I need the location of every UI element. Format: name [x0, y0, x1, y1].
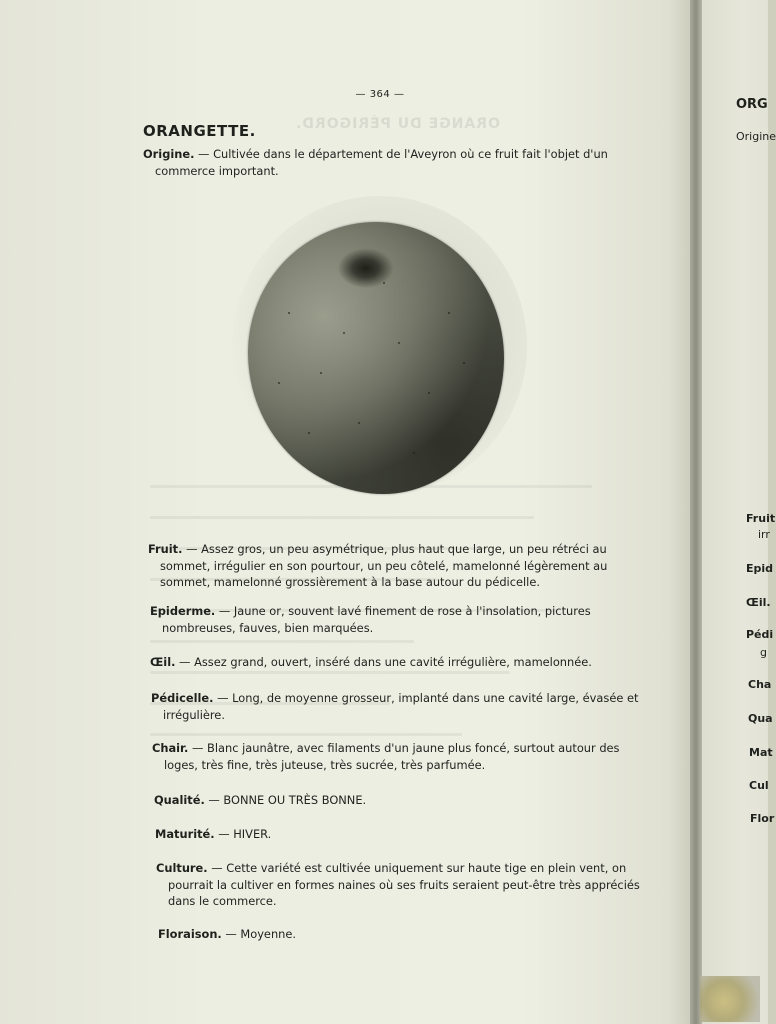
next-page-subtitle: Origine	[736, 130, 776, 143]
entry-maturite	[155, 826, 643, 843]
entry-text: — Blanc jaunâtre, avec filaments d'un jaune plus foncé, surtout autour des loges, très fine, très juteuse, très sucrée, très parfumée.	[164, 741, 620, 772]
entry-text: — Long, de moyenne grosseur, implanté dans une cavité large, évasée et irrégulière.	[163, 691, 639, 722]
entry-text: — Jaune or, souvent lavé finement de rose à l'insolation, pictures nombreuses, fauves, bien marquées.	[162, 604, 591, 635]
bleed-through-text: ORANGE DU PÉRIGORD.	[295, 116, 500, 132]
entry-fruit	[148, 541, 636, 591]
entry-text: — Assez gros, un peu asymétrique, plus haut que large, un peu rétréci au sommet, irrégulier en son pourtour, un peu côtelé, mamelonné légèrement au sommet, mamelonné grossièrement à la base autour du pédicelle.	[160, 542, 608, 589]
entry-text: — Assez grand, ouvert, inséré dans une cavité irrégulière, mamelonnée.	[175, 655, 592, 669]
entry-text: — Moyenne.	[221, 927, 297, 941]
next-page-label: Mat	[749, 746, 773, 759]
page-number: — 364 —	[355, 89, 405, 100]
entry-epiderme	[150, 603, 638, 636]
entry-floraison	[158, 926, 646, 943]
next-page-label: Cha	[748, 678, 772, 691]
next-page-label: Epid	[746, 562, 774, 575]
next-page-label: Cul	[749, 779, 769, 792]
variety-title: ORANGETTE.	[143, 122, 256, 140]
entry-label: Qualité.	[154, 793, 205, 807]
entry-label: Fruit.	[148, 542, 183, 556]
next-page-label: Œil.	[746, 596, 771, 609]
entry-label: Origine.	[143, 147, 195, 161]
entry-culture	[156, 860, 644, 910]
entry-label: Maturité.	[155, 827, 215, 841]
entry-label: Epiderme.	[150, 604, 216, 618]
next-page-title: ORG	[736, 97, 768, 112]
next-page-label: irr	[758, 528, 770, 541]
entry-label: Culture.	[156, 861, 208, 875]
next-page-label: Qua	[748, 712, 773, 725]
corner-thumbnail	[700, 976, 760, 1022]
entry-text: — Cultivée dans le département de l'Aveyron où ce fruit fait l'objet d'un commerce important.	[155, 147, 608, 178]
entry-text: — BONNE OU TRÈS BONNE.	[204, 793, 367, 807]
next-page-label: g	[760, 646, 767, 659]
entry-text: — Cette variété est cultivée uniquement sur haute tige en plein vent, on pourrait la cultiver en formes naines où ses fruits seraient peut-être très appréciés dans le commerce.	[168, 861, 640, 908]
right-page-edge	[702, 0, 776, 1024]
entry-text: — HIVER.	[214, 827, 272, 841]
next-page-label: Fruit	[746, 512, 776, 525]
entry-pedicelle	[151, 690, 639, 723]
entry-label: Œil.	[150, 655, 176, 669]
entry-qualite	[154, 792, 642, 809]
next-page-label: Pédi	[746, 628, 774, 641]
entry-label: Pédicelle.	[151, 691, 214, 705]
entry-chair	[152, 740, 640, 773]
book-spine	[690, 0, 702, 1024]
entry-oeil	[150, 654, 638, 671]
entry-label: Floraison.	[158, 927, 222, 941]
entry-label: Chair.	[152, 741, 189, 755]
entry-origine	[143, 146, 633, 179]
next-page-label: Flor	[750, 812, 775, 825]
